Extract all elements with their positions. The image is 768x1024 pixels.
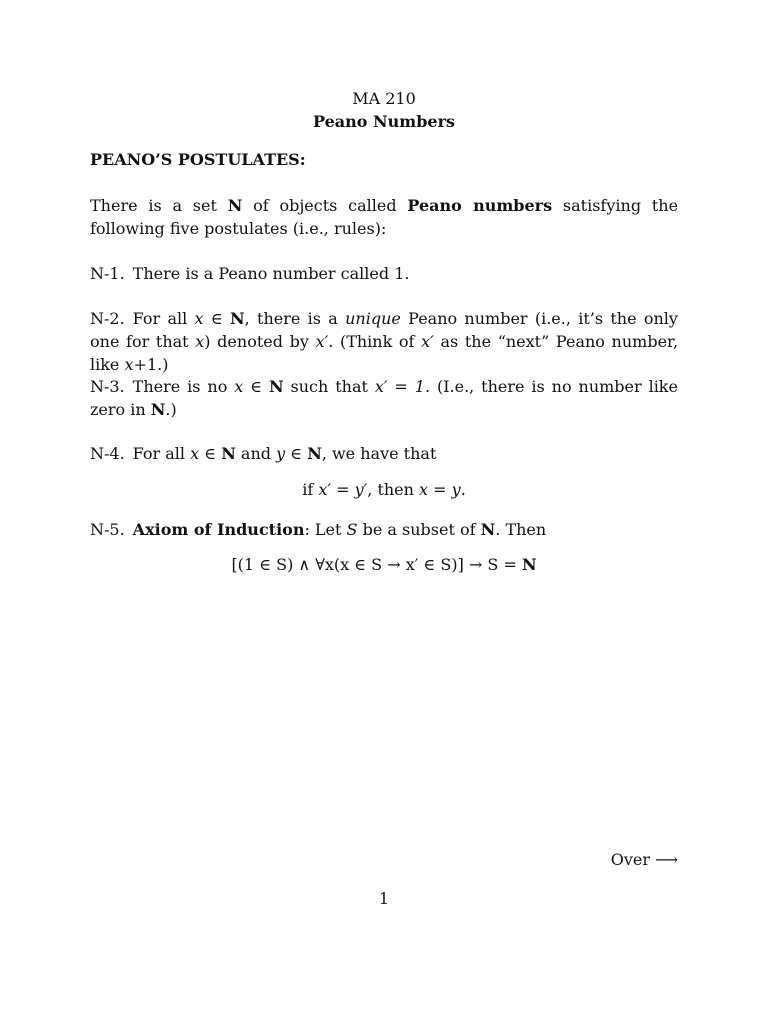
induction-formula: [(1 ∈ S) ∧ ∀x(x ∈ S → x′ ∈ S)] → S = N [231,555,537,574]
postulate-label: N-5. [90,520,125,539]
course-code: MA 210 [352,89,416,108]
axiom-of-induction: Axiom of Induction [132,520,305,539]
postulate-label: N-3. [90,377,125,396]
postulate-n2: N-2. For all x ∈ N, there is a unique Peano number (i.e., it’s the only one for that x) denoted by x′. (Think of x′ as the “next” Peano number, like x+1.) [90,309,679,374]
page-title: Peano Numbers [312,112,455,131]
postulate-label: N-2. [90,309,125,328]
term-peano-numbers: Peano numbers [407,196,553,215]
n4-display-equation: if x′ = y′, then x = y. [302,480,466,499]
postulate-n4: N-4. For all x ∈ N and y ∈ N, we have that [90,444,437,463]
postulate-n3: N-3. There is no x ∈ N such that x′ = 1. (I.e., there is no number like zero in N.) [90,377,678,419]
page-number: 1 [378,889,390,908]
postulate-label: N-4. [90,444,125,463]
over-indicator: Over ⟶ [610,850,678,869]
section-heading: PEANO’S POSTULATES: [90,150,306,169]
postulate-n5: N-5. Axiom of Induction: Let S be a subset of N. Then [90,520,547,539]
postulate-label: N-1. [90,264,125,283]
intro-paragraph: There is a set N of objects called Peano numbers satisfying the following five postulates (i.e., rules): [90,196,679,238]
postulate-n1: N-1. There is a Peano number called 1. [90,264,410,283]
